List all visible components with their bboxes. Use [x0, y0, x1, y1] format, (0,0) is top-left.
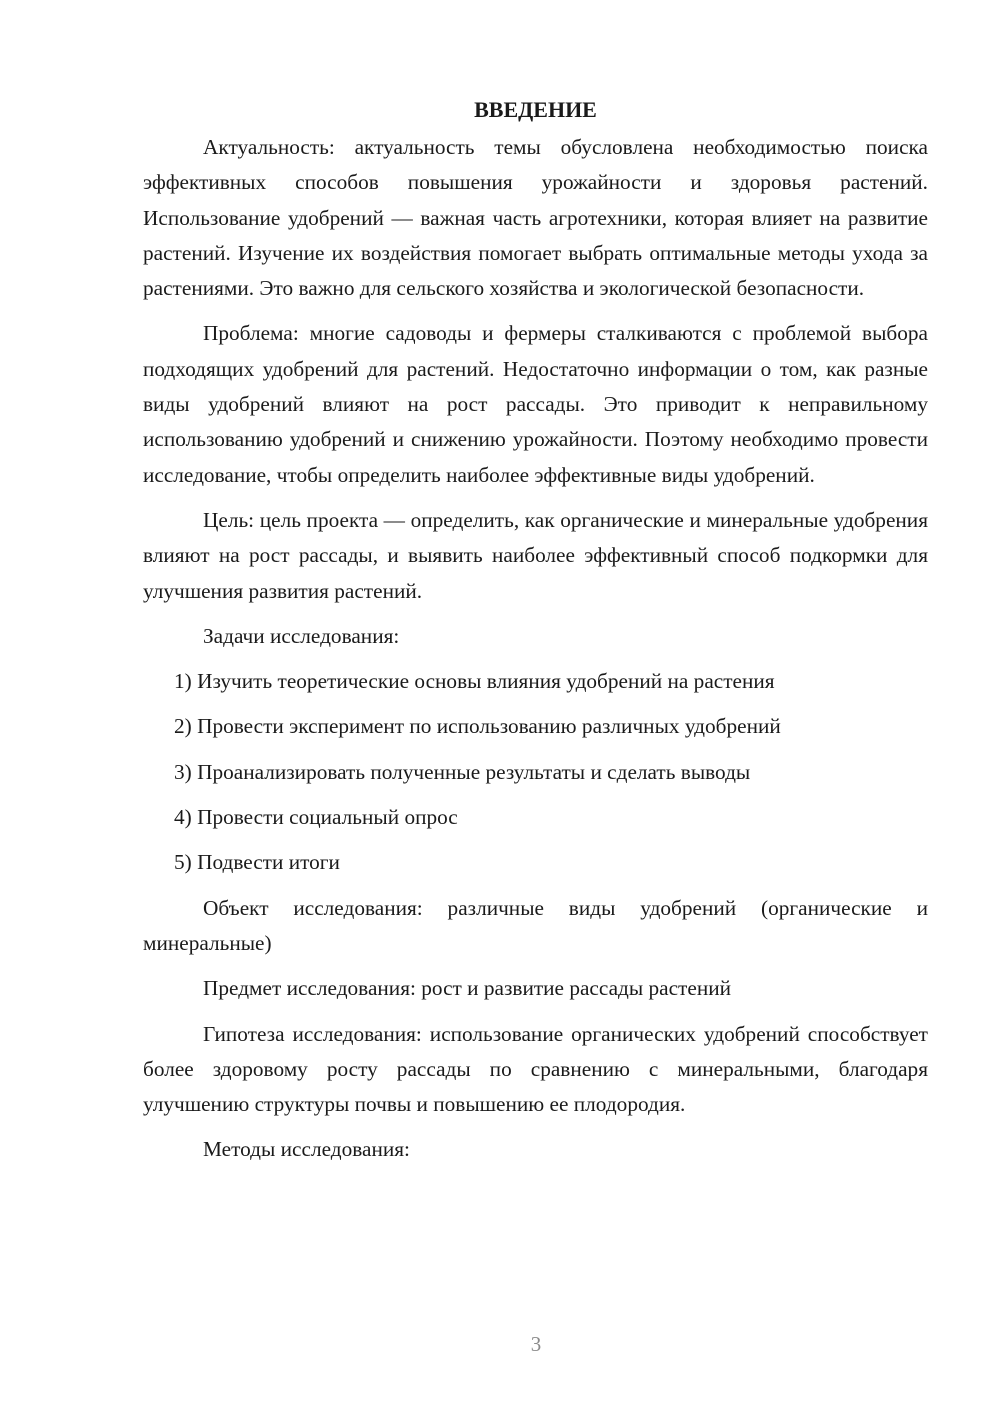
list-item: 1) Изучить теоретические основы влияния удобрений на растения	[174, 669, 775, 694]
paragraph-subject: Предмет исследования: рост и развитие рассады растений	[203, 976, 732, 1001]
page-title: ВВЕДЕНИЕ	[474, 97, 597, 122]
list-item: 3) Проанализировать полученные результаты и сделать выводы	[174, 759, 751, 784]
list-item: 2) Провести эксперимент по использованию различных удобрений	[174, 714, 781, 739]
paragraph-hypothesis: Гипотеза исследования: использование органических удобрений способствует более здоровому росту рассады по сравнению с минеральными, благодаря улучшению структуры почвы и повышению ее плодородия.	[143, 1021, 928, 1117]
page-number: 3	[530, 1332, 542, 1356]
list-item: 5) Подвести итоги	[174, 850, 340, 875]
paragraph-object: Объект исследования: различные виды удобрений (органические и минеральные)	[143, 895, 928, 955]
document-page	[143, 92, 928, 1178]
tasks-list	[143, 664, 928, 880]
paragraph-tasks-heading: Задачи исследования:	[203, 623, 400, 648]
paragraph-relevance: Актуальность: актуальность темы обусловлена необходимостью поиска эффективных способов повышения урожайности и здоровья растений. Использование удобрений — важная часть агротехники, которая влияет на развитие растений. Изучение их воздействия помогает выбрать оптимальные методы ухода за растениями. Это важно для сельского хозяйства и экологической безопасности.	[143, 135, 928, 301]
paragraph-problem: Проблема: многие садоводы и фермеры сталкиваются с проблемой выбора подходящих удобрений для растений. Недостаточно информации о том, как разные виды удобрений влияют на рост рассады. Это приводит к неправильному использованию удобрений и снижению урожайности. Поэтому необходимо провести исследование, чтобы определить наиболее эффективные виды удобрений.	[143, 321, 928, 487]
paragraph-goal: Цель: цель проекта — определить, как органические и минеральные удобрения влияют на рост рассады, и выявить наиболее эффективный способ подкормки для улучшения развития растений.	[143, 507, 928, 603]
list-item: 4) Провести социальный опрос	[174, 805, 458, 830]
paragraph-methods-heading: Методы исследования:	[203, 1137, 410, 1162]
